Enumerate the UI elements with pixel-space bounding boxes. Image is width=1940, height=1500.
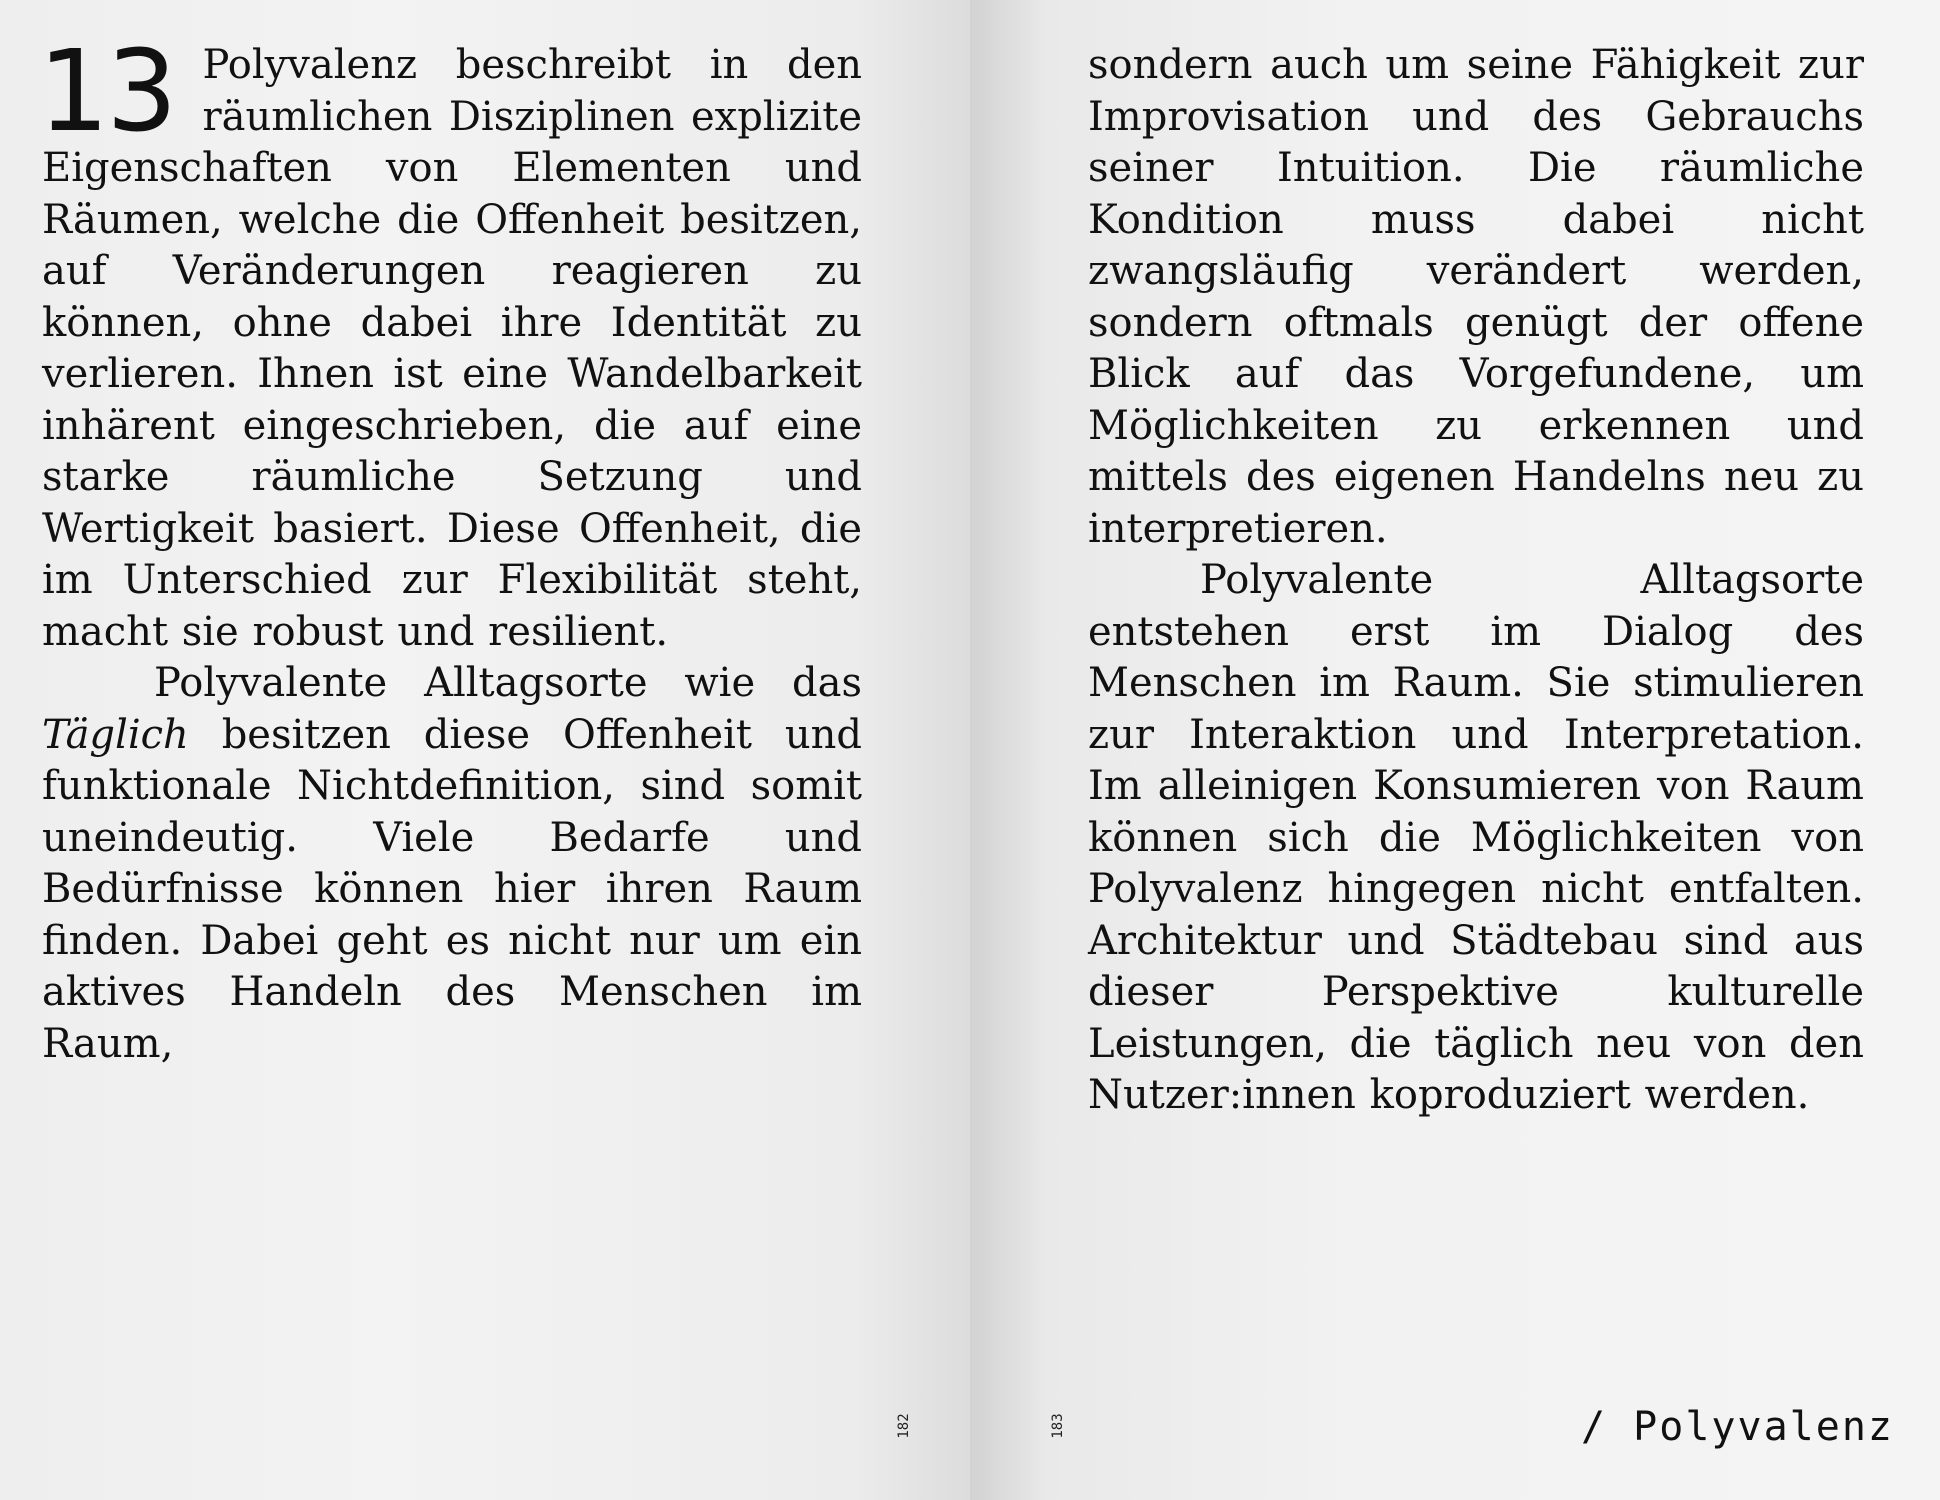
paragraph-alltagsorte-before: Polyvalente Alltagsorte wie das: [154, 660, 862, 706]
taeglich-emphasis: Täglich: [42, 711, 189, 758]
left-page-body: [38, 27, 862, 1070]
running-head: / Polyvalenz: [1581, 1404, 1894, 1450]
right-page: [970, 0, 1940, 1500]
folio-right: 183: [1050, 1413, 1066, 1439]
right-page-body: [1088, 40, 1864, 1122]
paragraph-continuation: sondern auch um seine Fähigkeit zur Improvisation und des Gebrauchs seiner Intuition. Die räumliche Kondition muss dabei nicht zwangsläufig verändert werden, sondern oftmals genügt der offene Blick auf das Vorgefundene, um Möglichkeiten zu erkennen und mittels des eigenen Handelns neu zu interpretieren.: [1088, 42, 1864, 552]
paragraph-alltagsorte: [42, 658, 862, 1070]
paragraph-alltagsorte-after: besitzen diese Offenheit und funktionale Nichtdefinition, sind somit uneindeutig. Viele Bedarfe und Bedürfnisse können hier ihren Raum finden. Dabei geht es nicht nur um ein aktives Handeln des Menschen im Raum,: [42, 711, 862, 1067]
paragraph-dialog: Polyvalente Alltagsorte entstehen erst im Dialog des Menschen im Raum. Sie stimulieren zur Interaktion und Interpretation. Im alleinigen Konsumieren von Raum können sich die Möglichkeiten von Polyvalenz hingegen nicht entfalten. Architektur und Städtebau sind aus dieser Perspektive kulturelle Leistungen, die täglich neu von den Nutzer:innen koproduziert werden.: [1088, 557, 1864, 1118]
chapter-number: 13: [38, 27, 175, 157]
paragraph-intro: Polyvalenz beschreibt in den räumlichen Disziplinen explizite Eigenschaften von Elementen und Räumen, welche die Offenheit besitzen, auf Veränderungen reagieren zu können, ohne dabei ihre Identität zu verlieren. Ihnen ist eine Wandelbarkeit inhärent eingeschrieben, die auf eine starke räumliche Setzung und Wertigkeit basiert. Diese Offenheit, die im Unterschied zur Flexibilität steht, macht sie robust und resilient.: [42, 42, 862, 655]
folio-left: 182: [896, 1413, 912, 1439]
